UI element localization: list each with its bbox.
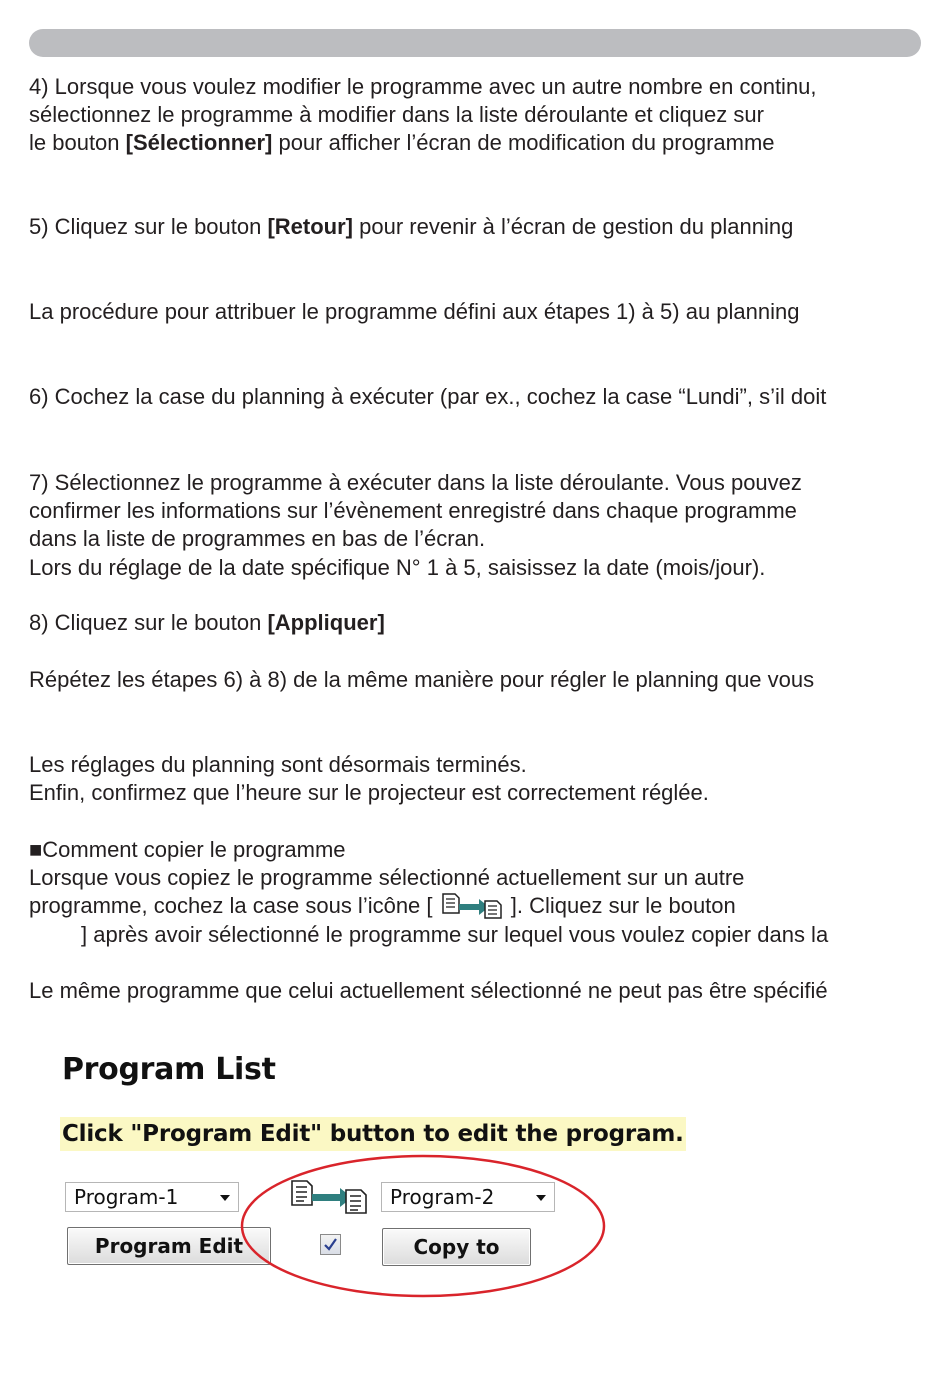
repeat-steps: Répétez les étapes 6) à 8) de la même manière pour régler le planning que vous: [29, 667, 815, 692]
step6: 6) Cochez la case du planning à exécuter (par ex., cochez la case “Lundi”, s’il doit: [29, 384, 827, 409]
copy-heading: ■Comment copier le programme: [29, 837, 346, 862]
header-bar: [29, 29, 921, 57]
select-button-ref: [Sélectionner]: [125, 130, 273, 155]
program-list-title: Program List: [62, 1052, 276, 1087]
text: le bouton: [29, 130, 126, 155]
highlight-ellipse: [240, 1150, 610, 1300]
step4-line2: sélectionnez le programme à modifier dans la liste déroulante et cliquez sur: [29, 102, 764, 127]
program-list-instruction: Click "Program Edit" button to edit the program.: [60, 1117, 686, 1151]
text: 5) Cliquez sur le bouton: [29, 214, 268, 239]
source-program-value: Program-1: [74, 1185, 179, 1209]
step4-line3: [29, 129, 775, 157]
step4-line1: 4) Lorsque vous voulez modifier le programme avec un autre nombre en continu,: [29, 74, 817, 99]
procedure-intro: La procédure pour attribuer le programme défini aux étapes 1) à 5) au planning: [29, 299, 800, 324]
source-program-select[interactable]: [65, 1182, 239, 1212]
step7-line2: confirmer les informations sur l’évènement enregistré dans chaque programme: [29, 498, 797, 523]
text: pour revenir à l’écran de gestion du planning: [353, 214, 794, 239]
text: programme, cochez la case sous l’icône [: [29, 893, 439, 918]
back-button-ref: [Retour]: [267, 214, 354, 239]
text: pour afficher l’écran de modification du programme: [272, 130, 775, 155]
chevron-down-icon: [220, 1195, 230, 1201]
program-edit-button[interactable]: Program Edit: [67, 1227, 271, 1265]
copy-line3: ] après avoir sélectionné le programme sur lequel vous voulez copier dans la: [81, 922, 829, 947]
target-program-value: Program-2: [390, 1185, 495, 1209]
done-line1: Les réglages du planning sont désormais terminés.: [29, 752, 527, 777]
step5: [29, 213, 793, 241]
done-line2: Enfin, confirmez que l’heure sur le projecteur est correctement réglée.: [29, 780, 709, 805]
step8: [29, 609, 385, 637]
step7-line3: dans la liste de programmes en bas de l’écran.: [29, 526, 486, 551]
copy-to-button[interactable]: Copy to: [382, 1228, 531, 1266]
step7-line1: 7) Sélectionnez le programme à exécuter dans la liste déroulante. Vous pouvez: [29, 470, 802, 495]
text: ]. Cliquez sur le bouton: [504, 893, 736, 918]
step7-line4: Lors du réglage de la date spécifique N° 1 à 5, saisissez la date (mois/jour).: [29, 555, 766, 580]
copy-line1: Lorsque vous copiez le programme sélectionné actuellement sur un autre: [29, 865, 745, 890]
text: 8) Cliquez sur le bouton: [29, 610, 268, 635]
same-program-note: Le même programme que celui actuellement sélectionné ne peut pas être spécifié: [29, 978, 828, 1003]
apply-button-ref: [Appliquer]: [267, 610, 385, 635]
